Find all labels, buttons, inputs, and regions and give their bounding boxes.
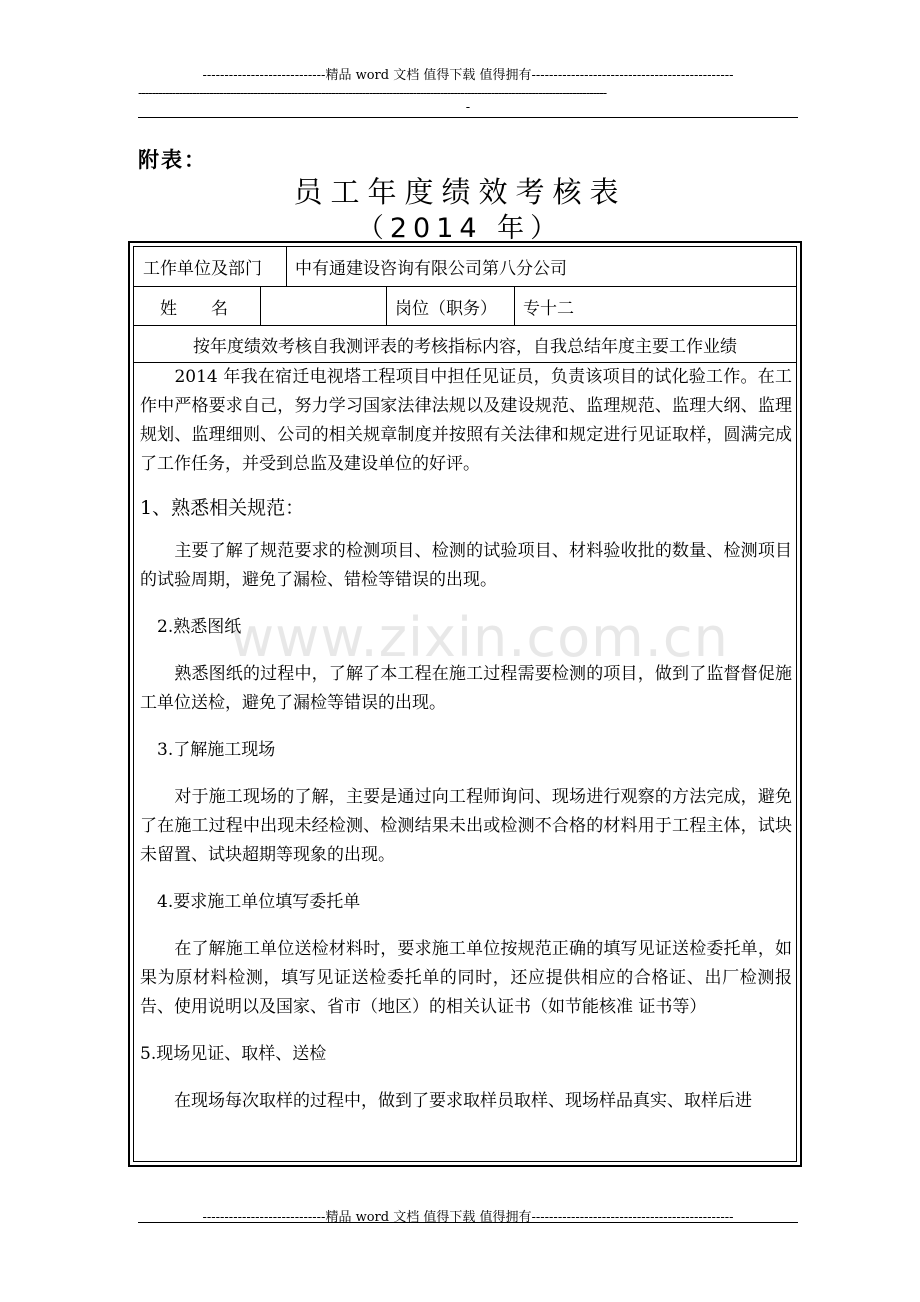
watermark: www.zixin.com.cn — [230, 606, 729, 669]
form-row-unit — [134, 247, 796, 287]
section-3-title: 3.了解施工现场 — [140, 740, 276, 760]
page-title: 员工年度绩效考核表 — [293, 175, 627, 209]
form-row-summary-heading — [134, 326, 796, 363]
section-5-title: 5.现场见证、取样、送检 — [140, 1044, 327, 1064]
section-2-title: 2.熟悉图纸 — [140, 617, 242, 637]
form-row-name-post — [134, 287, 796, 326]
name-value — [260, 287, 386, 325]
section-1-title: 1、熟悉相关规范： — [140, 497, 305, 519]
name-label: 姓 名 — [160, 298, 228, 319]
post-value: 专十二 — [523, 298, 574, 319]
appendix-label: 附表： — [138, 148, 207, 172]
form-inner-frame — [133, 246, 797, 1162]
footer-rule — [138, 1222, 798, 1223]
section-1-body: 主要了解了规范要求的检测项目、检测的试验项目、材料验收批的数量、检测项目的试验周期，避免了漏检、错检等错误的出现。 — [140, 541, 792, 590]
header-banner: ----------------------------精品 word 文档 值得下载 值得拥有---------------------------------------------- — [202, 68, 734, 83]
intro-paragraph: 2014 年我在宿迁电视塔工程项目中担任见证员，负责该项目的试化验工作。在工作中严格要求自己，努力学习国家法律法规以及建设规范、监理规范、监理大纲、监理规划、监理细则、公司的相关规章制度并按照有关法律和规定进行见证取样，圆满完成了工作任务，并受到总监及建设单位的好评。 — [140, 367, 792, 474]
header-dash-line: ------------------------------------------------------------------------------------------------------------------------------------------ — [138, 86, 607, 101]
header-dash-tail: - — [465, 100, 471, 115]
section-4-title: 4.要求施工单位填写委托单 — [140, 892, 361, 912]
summary-content — [140, 363, 792, 1161]
unit-value: 中有通建设咨询有限公司第八分公司 — [295, 259, 567, 279]
post-label: 岗位（职务） — [395, 298, 497, 319]
footer-banner: ----------------------------精品 word 文档 值得下载 值得拥有---------------------------------------------- — [202, 1210, 734, 1225]
header-rule — [138, 117, 798, 118]
unit-label: 工作单位及部门 — [143, 259, 262, 279]
page-subtitle-year: （2014 年） — [356, 213, 564, 244]
section-2-body: 熟悉图纸的过程中，了解了本工程在施工过程需要检测的项目，做到了监督督促施工单位送检，避免了漏检等错误的出现。 — [140, 664, 792, 713]
section-4-body: 在了解施工单位送检材料时，要求施工单位按规范正确的填写见证送检委托单，如果为原材料检测，填写见证送检委托单的同时，还应提供相应的合格证、出厂检测报告、使用说明以及国家、省市（地区）的相关认证书（如节能核准 证书等） — [140, 939, 792, 1017]
section-3-body: 对于施工现场的了解，主要是通过向工程师询问、现场进行观察的方法完成，避免了在施工过程中出现未经检测、检测结果未出或检测不合格的材料用于工程主体，试块未留置、试块超期等现象的出现。 — [140, 787, 792, 865]
section-5-body: 在现场每次取样的过程中，做到了要求取样员取样、现场样品真实、取样后进 — [140, 1091, 752, 1111]
evaluation-form — [128, 241, 802, 1167]
summary-heading: 按年度绩效考核自我测评表的考核指标内容，自我总结年度主要工作业绩 — [193, 336, 737, 357]
